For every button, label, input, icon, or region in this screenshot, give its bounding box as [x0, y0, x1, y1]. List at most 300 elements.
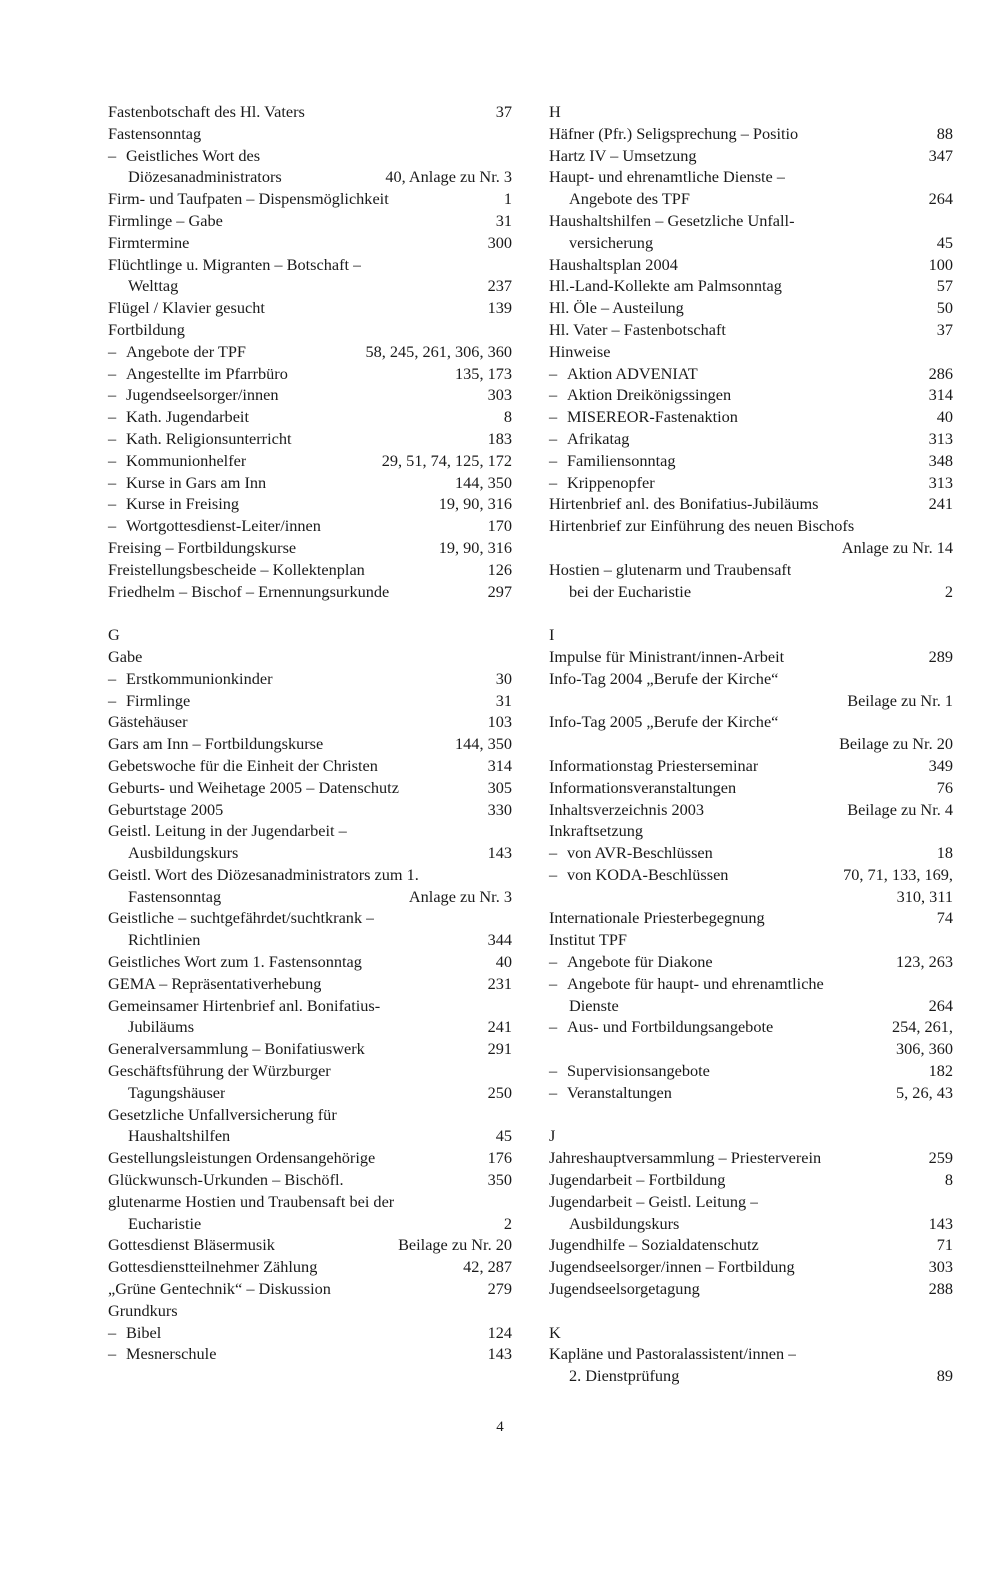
- index-subentry: [549, 1060, 953, 1082]
- index-subentry: [549, 1082, 953, 1104]
- index-subentry: [108, 1322, 512, 1344]
- entry-page-ref: 305: [487, 777, 512, 797]
- index-entry: [549, 493, 953, 515]
- entry-text: – Kath. Jugendarbeit: [126, 407, 249, 427]
- index-entry: [108, 711, 512, 733]
- entry-page-ref: [943, 973, 953, 995]
- entry-text: Gebetswoche für die Einheit der Christen: [108, 755, 378, 775]
- index-entry-continuation: [108, 1082, 512, 1104]
- index-entry: [108, 297, 512, 319]
- entry-text: Informationstag Priesterseminar: [549, 755, 759, 775]
- entry-page-ref: 31: [495, 690, 512, 710]
- index-entry: [549, 275, 953, 297]
- entry-text: Informationsveranstaltungen: [549, 777, 737, 797]
- index-entry: [108, 777, 512, 799]
- entry-text: – Jugendseelsorger/innen: [126, 385, 279, 405]
- entry-text: – Angebote der TPF: [126, 341, 246, 361]
- entry-page-ref: 288: [928, 1279, 953, 1299]
- entry-text: Kapläne und Pastoralassistent/innen –: [549, 1344, 797, 1364]
- index-entry: [549, 1147, 953, 1169]
- entry-page-ref: [943, 820, 953, 842]
- entry-text: – Aus- und Fortbildungsangebote: [567, 1017, 774, 1037]
- entry-text: Firmlinge – Gabe: [108, 210, 223, 230]
- index-entry: [108, 1234, 512, 1256]
- index-entry: [549, 1191, 953, 1213]
- entry-page-ref: 40: [936, 407, 953, 427]
- index-entry: [108, 232, 512, 254]
- index-entry: [549, 1343, 953, 1365]
- index-subentry: [549, 842, 953, 864]
- index-entry: [108, 951, 512, 973]
- index-column-left: [108, 101, 512, 1365]
- entry-text: Welttag: [128, 276, 179, 296]
- entry-page-ref: 8: [503, 407, 512, 427]
- entry-text: glutenarme Hostien und Traubensaft bei der: [108, 1191, 395, 1211]
- entry-text: Jugendarbeit – Geistl. Leitung –: [549, 1191, 759, 1211]
- entry-page-ref: 8: [944, 1170, 953, 1190]
- index-entry: [108, 1147, 512, 1169]
- section-letter: G: [108, 625, 120, 645]
- index-entry-continuation: [549, 1365, 953, 1387]
- index-subentry: [108, 450, 512, 472]
- entry-text: Haushaltshilfen: [128, 1126, 231, 1146]
- entry-page-ref: 126: [487, 559, 512, 579]
- entry-text: Gemeinsamer Hirtenbrief anl. Bonifatius-: [108, 995, 381, 1015]
- entry-text: – Wortgottesdienst-Leiter/innen: [126, 516, 321, 536]
- index-entry: [549, 755, 953, 777]
- index-entry: [549, 210, 953, 232]
- index-subentry: [108, 145, 512, 167]
- index-entry-continuation: [549, 1213, 953, 1235]
- index-entry: [108, 1104, 512, 1126]
- index-entry: [549, 319, 953, 341]
- entry-page-ref: [502, 123, 512, 145]
- entry-page-ref: 241: [928, 494, 953, 514]
- entry-text: Hl. Vater – Fastenbotschaft: [549, 319, 726, 339]
- entry-page-ref: 76: [936, 777, 953, 797]
- entry-page-ref: 1: [503, 189, 512, 209]
- index-entry: [549, 929, 953, 951]
- entry-page-ref: 286: [928, 363, 953, 383]
- entry-page-ref: 350: [487, 1170, 512, 1190]
- index-subentry: [108, 363, 512, 385]
- index-entry: [108, 101, 512, 123]
- entry-page-ref: 313: [928, 428, 953, 448]
- index-subentry: [549, 951, 953, 973]
- index-entry: [108, 646, 512, 668]
- entry-text: Gottesdienst Bläsermusik: [108, 1235, 275, 1255]
- entry-text: – MISEREOR-Fastenaktion: [567, 407, 738, 427]
- index-entry-continuation: [108, 1213, 512, 1235]
- entry-page-ref: [943, 210, 953, 232]
- index-subentry: [108, 493, 512, 515]
- entry-text: Jahreshauptversammlung – Priesterverein: [549, 1148, 822, 1168]
- entry-page-ref: 144, 350: [455, 734, 512, 754]
- entry-page-ref: 250: [487, 1082, 512, 1102]
- index-entry-reference: 310, 311: [896, 886, 953, 906]
- entry-text: Hirtenbrief anl. des Bonifatius-Jubiläums: [549, 494, 819, 514]
- index-subentry: [108, 515, 512, 537]
- entry-page-ref: 42, 287: [463, 1257, 512, 1277]
- entry-text: Inkraftsetzung: [549, 821, 644, 841]
- entry-text: Ausbildungskurs: [128, 843, 239, 863]
- index-entry: [549, 123, 953, 145]
- index-entry-continuation: [108, 166, 512, 188]
- index-entry: [108, 1060, 512, 1082]
- entry-page-ref: Anlage zu Nr. 3: [408, 886, 512, 906]
- entry-page-ref: [943, 341, 953, 363]
- entry-text: Hirtenbrief zur Einführung des neuen Bischofs: [549, 516, 855, 536]
- entry-text: Gästehäuser: [108, 712, 188, 732]
- index-entry: [549, 907, 953, 929]
- index-entry: [108, 907, 512, 929]
- entry-page-ref: [943, 1191, 953, 1213]
- entry-text: Gesetzliche Unfallversicherung für: [108, 1104, 337, 1124]
- entry-page-ref: 40, Anlage zu Nr. 3: [385, 167, 512, 187]
- entry-page-ref: 289: [928, 646, 953, 666]
- entry-page-ref: 254, 261,: [891, 1017, 953, 1037]
- entry-text: Fastensonntag: [128, 886, 222, 906]
- index-entry: [108, 1256, 512, 1278]
- index-entry: [108, 1191, 512, 1213]
- entry-page-ref: [502, 254, 512, 276]
- entry-text: Geburtstage 2005: [108, 799, 224, 819]
- entry-page-ref: 139: [487, 298, 512, 318]
- index-entry: [108, 559, 512, 581]
- entry-text: Richtlinien: [128, 930, 201, 950]
- section-letter: J: [549, 1126, 556, 1146]
- index-subentry: [108, 428, 512, 450]
- entry-text: – Veranstaltungen: [567, 1082, 672, 1102]
- entry-text: – Aktion ADVENIAT: [567, 363, 698, 383]
- entry-text: Hinweise: [549, 341, 611, 361]
- index-subentry: [549, 1016, 953, 1038]
- entry-page-ref: 144, 350: [455, 472, 512, 492]
- index-entry: [549, 646, 953, 668]
- entry-text: Institut TPF: [549, 930, 627, 950]
- entry-text: Haushaltshilfen – Gesetzliche Unfall-: [549, 210, 795, 230]
- index-entry-continuation: [108, 275, 512, 297]
- index-entry: [549, 668, 953, 690]
- entry-text: Firm- und Taufpaten – Dispensmöglichkeit: [108, 189, 389, 209]
- index-entry-reference: Anlage zu Nr. 14: [841, 537, 953, 557]
- entry-text: Geistl. Leitung in der Jugendarbeit –: [108, 821, 347, 841]
- entry-text: – Erstkommunionkinder: [126, 668, 273, 688]
- entry-text: – Angebote für Diakone: [567, 952, 713, 972]
- index-column-right: [549, 101, 953, 1387]
- entry-text: Jubiläums: [128, 1017, 195, 1037]
- entry-page-ref: [943, 711, 953, 733]
- entry-text: Haushaltsplan 2004: [549, 254, 678, 274]
- entry-text: – Angestellte im Pfarrbüro: [126, 363, 288, 383]
- entry-text: Gestellungsleistungen Ordensangehörige: [108, 1148, 376, 1168]
- entry-text: Hostien – glutenarm und Traubensaft: [549, 559, 792, 579]
- index-entry: [108, 1169, 512, 1191]
- entry-page-ref: 348: [928, 450, 953, 470]
- entry-page-ref: 182: [928, 1061, 953, 1081]
- entry-page-ref: 5, 26, 43: [896, 1082, 953, 1102]
- entry-page-ref: 143: [487, 843, 512, 863]
- entry-text: Firmtermine: [108, 232, 190, 252]
- entry-text: Inhaltsverzeichnis 2003: [549, 799, 705, 819]
- entry-text: Jugendarbeit – Fortbildung: [549, 1170, 726, 1190]
- index-entry: [108, 581, 512, 603]
- entry-page-ref: [502, 1104, 512, 1126]
- index-entry-continuation: [108, 842, 512, 864]
- entry-page-ref: [502, 864, 512, 886]
- index-subentry: [108, 341, 512, 363]
- entry-text: Häfner (Pfr.) Seligsprechung – Positio: [549, 123, 799, 143]
- entry-page-ref: 2: [944, 581, 953, 601]
- entry-text: Grundkurs: [108, 1300, 178, 1320]
- index-subentry: [108, 384, 512, 406]
- entry-text: Tagungshäuser: [128, 1082, 226, 1102]
- entry-text: bei der Eucharistie: [569, 581, 692, 601]
- entry-page-ref: 344: [487, 930, 512, 950]
- index-entry: [108, 755, 512, 777]
- entry-page-ref: 330: [487, 799, 512, 819]
- entry-text: versicherung: [569, 232, 654, 252]
- entry-page-ref: 349: [928, 755, 953, 775]
- index-entry: [549, 341, 953, 363]
- entry-page-ref: 37: [495, 102, 512, 121]
- entry-text: 2. Dienstprüfung: [569, 1366, 680, 1386]
- entry-page-ref: 31: [495, 210, 512, 230]
- index-entry: [549, 166, 953, 188]
- entry-text: – Afrikatag: [567, 428, 630, 448]
- entry-page-ref: [943, 515, 953, 537]
- entry-page-ref: Beilage zu Nr. 4: [847, 799, 953, 819]
- index-entry: [549, 1256, 953, 1278]
- index-subentry: [549, 428, 953, 450]
- index-entry: [108, 123, 512, 145]
- entry-text: Fastensonntag: [108, 123, 202, 143]
- entry-page-ref: 29, 51, 74, 125, 172: [381, 450, 512, 470]
- entry-page-ref: 19, 90, 316: [438, 537, 512, 557]
- index-entry-continuation: [108, 1125, 512, 1147]
- entry-page-ref: 2: [503, 1213, 512, 1233]
- index-entry: [549, 515, 953, 537]
- entry-text: Eucharistie: [128, 1213, 202, 1233]
- entry-page-ref: 300: [487, 232, 512, 252]
- index-entry-reference: Beilage zu Nr. 20: [839, 734, 953, 754]
- index-entry-reference: Beilage zu Nr. 1: [847, 690, 953, 710]
- entry-text: Jugendseelsorger/innen – Fortbildung: [549, 1257, 795, 1277]
- entry-page-ref: 30: [495, 668, 512, 688]
- index-entry-continuation: [549, 232, 953, 254]
- entry-page-ref: [943, 1343, 953, 1365]
- entry-text: Hl. Öle – Austeilung: [549, 298, 684, 318]
- entry-page-ref: 264: [928, 995, 953, 1015]
- entry-page-ref: 123, 263: [896, 952, 953, 972]
- entry-text: Dienste: [569, 995, 619, 1015]
- index-entry: [108, 188, 512, 210]
- entry-text: Generalversammlung – Bonifatiuswerk: [108, 1039, 365, 1059]
- index-subentry: [108, 690, 512, 712]
- entry-text: – Mesnerschule: [126, 1344, 217, 1364]
- entry-page-ref: 183: [487, 428, 512, 448]
- entry-text: Geistliche – suchtgefährdet/suchtkrank –: [108, 908, 375, 928]
- entry-page-ref: 103: [487, 712, 512, 732]
- index-entry: [108, 1038, 512, 1060]
- index-entry: [108, 995, 512, 1017]
- entry-page-ref: 241: [487, 1017, 512, 1037]
- section-letter: K: [549, 1322, 561, 1342]
- entry-text: Jugendhilfe – Sozialdatenschutz: [549, 1235, 759, 1255]
- entry-page-ref: [943, 166, 953, 188]
- entry-page-ref: 264: [928, 189, 953, 209]
- entry-text: Gars am Inn – Fortbildungskurse: [108, 734, 324, 754]
- entry-text: Gottesdienstteilnehmer Zählung: [108, 1257, 318, 1277]
- entry-page-ref: 19, 90, 316: [438, 494, 512, 514]
- entry-text: Geistliches Wort zum 1. Fastensonntag: [108, 952, 362, 972]
- index-entry: [549, 777, 953, 799]
- entry-page-ref: 45: [495, 1126, 512, 1146]
- entry-page-ref: 100: [928, 254, 953, 274]
- index-entry-continuation: [108, 1016, 512, 1038]
- entry-text: Glückwunsch-Urkunden – Bischöfl.: [108, 1170, 344, 1190]
- index-entry: [549, 254, 953, 276]
- entry-text: Gabe: [108, 646, 143, 666]
- entry-page-ref: 71: [936, 1235, 953, 1255]
- entry-page-ref: [502, 145, 512, 167]
- index-subentry: [549, 472, 953, 494]
- page-number: 4: [496, 1419, 504, 1435]
- entry-text: Friedhelm – Bischof – Ernennungsurkunde: [108, 581, 390, 601]
- entry-page-ref: 57: [936, 276, 953, 296]
- index-subentry: [549, 384, 953, 406]
- index-entry: [108, 1300, 512, 1322]
- entry-text: Geschäftsführung der Würzburger: [108, 1061, 331, 1081]
- entry-text: Hartz IV – Umsetzung: [549, 145, 697, 165]
- entry-text: Freistellungsbescheide – Kollektenplan: [108, 559, 365, 579]
- entry-page-ref: [502, 646, 512, 668]
- index-entry: [108, 973, 512, 995]
- entry-page-ref: 259: [928, 1148, 953, 1168]
- entry-text: GEMA – Repräsentativerhebung: [108, 973, 322, 993]
- entry-page-ref: 124: [487, 1322, 512, 1342]
- entry-page-ref: 176: [487, 1148, 512, 1168]
- index-entry: [549, 1278, 953, 1300]
- entry-text: Hl.-Land-Kollekte am Palmsonntag: [549, 276, 782, 296]
- index-subentry: [108, 406, 512, 428]
- index-subentry: [549, 363, 953, 385]
- entry-text: Flüchtlinge u. Migranten – Botschaft –: [108, 254, 362, 274]
- entry-page-ref: [502, 820, 512, 842]
- entry-page-ref: 303: [487, 385, 512, 405]
- index-entry: [108, 733, 512, 755]
- section-letter: H: [549, 102, 561, 121]
- entry-page-ref: 347: [928, 145, 953, 165]
- entry-text: – Kath. Religionsunterricht: [126, 428, 292, 448]
- entry-text: Haupt- und ehrenamtliche Dienste –: [549, 167, 785, 187]
- entry-page-ref: 143: [928, 1213, 953, 1233]
- entry-text: Impulse für Ministrant/innen-Arbeit: [549, 646, 785, 666]
- entry-text: – Kurse in Gars am Inn: [126, 472, 267, 492]
- entry-text: Internationale Priesterbegegnung: [549, 908, 765, 928]
- entry-page-ref: 58, 245, 261, 306, 360: [365, 341, 512, 361]
- entry-text: Jugendseelsorgetagung: [549, 1279, 700, 1299]
- entry-page-ref: 279: [487, 1279, 512, 1299]
- entry-text: Geistl. Wort des Diözesanadministrators zum 1.: [108, 864, 419, 884]
- index-entry-continuation: [549, 581, 953, 603]
- entry-text: Freising – Fortbildungskurse: [108, 537, 297, 557]
- entry-page-ref: 40: [495, 952, 512, 972]
- index-entry-continuation: [549, 995, 953, 1017]
- entry-page-ref: 303: [928, 1257, 953, 1277]
- entry-page-ref: [502, 995, 512, 1017]
- entry-text: – von KODA-Beschlüssen: [567, 864, 729, 884]
- index-entry: [108, 799, 512, 821]
- entry-page-ref: 18: [936, 843, 953, 863]
- entry-page-ref: [502, 1300, 512, 1322]
- entry-text: Fortbildung: [108, 319, 185, 339]
- entry-page-ref: 314: [928, 385, 953, 405]
- entry-page-ref: 291: [487, 1039, 512, 1059]
- entry-text: Angebote des TPF: [569, 189, 690, 209]
- entry-page-ref: 231: [487, 973, 512, 993]
- entry-text: – Familiensonntag: [567, 450, 676, 470]
- entry-page-ref: 237: [487, 276, 512, 296]
- index-entry-reference: 306, 360: [896, 1039, 953, 1059]
- index-subentry: [108, 1343, 512, 1365]
- index-entry: [549, 297, 953, 319]
- entry-page-ref: 135, 173: [455, 363, 512, 383]
- index-entry-continuation: [549, 188, 953, 210]
- index-subentry: [549, 973, 953, 995]
- entry-page-ref: [502, 1191, 512, 1213]
- entry-text: Ausbildungskurs: [569, 1213, 680, 1233]
- entry-page-ref: [502, 907, 512, 929]
- entry-text: – Aktion Dreikönigssingen: [567, 385, 732, 405]
- index-subentry: [108, 668, 512, 690]
- entry-text: – Angebote für haupt- und ehrenamtliche: [567, 973, 824, 993]
- entry-text: – von AVR-Beschlüssen: [567, 843, 713, 863]
- index-subentry: [549, 406, 953, 428]
- entry-text: Geburts- und Weihetage 2005 – Datenschutz: [108, 777, 399, 797]
- entry-page-ref: 170: [487, 516, 512, 536]
- entry-text: Flügel / Klavier gesucht: [108, 298, 265, 318]
- entry-text: – Supervisionsangebote: [567, 1061, 710, 1081]
- entry-page-ref: 143: [487, 1344, 512, 1364]
- index-entry: [549, 559, 953, 581]
- entry-page-ref: 313: [928, 472, 953, 492]
- entry-page-ref: 89: [936, 1366, 953, 1386]
- entry-text: – Krippenopfer: [567, 472, 655, 492]
- index-entry: [108, 319, 512, 341]
- entry-page-ref: 88: [936, 123, 953, 143]
- index-entry: [108, 864, 512, 886]
- entry-page-ref: [943, 668, 953, 690]
- entry-page-ref: 70, 71, 133, 169,: [843, 864, 953, 884]
- section-letter: I: [549, 625, 555, 645]
- entry-page-ref: [502, 319, 512, 341]
- entry-text: Diözesanadministrators: [128, 167, 282, 187]
- index-entry: [549, 820, 953, 842]
- entry-text: Fastenbotschaft des Hl. Vaters: [108, 102, 305, 121]
- index-subentry: [549, 864, 953, 886]
- index-entry-continuation: [108, 929, 512, 951]
- entry-page-ref: [502, 1060, 512, 1082]
- index-entry: [549, 1234, 953, 1256]
- entry-text: – Kommunionhelfer: [126, 450, 247, 470]
- entry-text: – Kurse in Freising: [126, 494, 240, 514]
- index-entry: [108, 820, 512, 842]
- index-entry: [549, 799, 953, 821]
- entry-text: – Geistliches Wort des: [126, 145, 261, 165]
- entry-page-ref: [943, 929, 953, 951]
- index-entry: [108, 210, 512, 232]
